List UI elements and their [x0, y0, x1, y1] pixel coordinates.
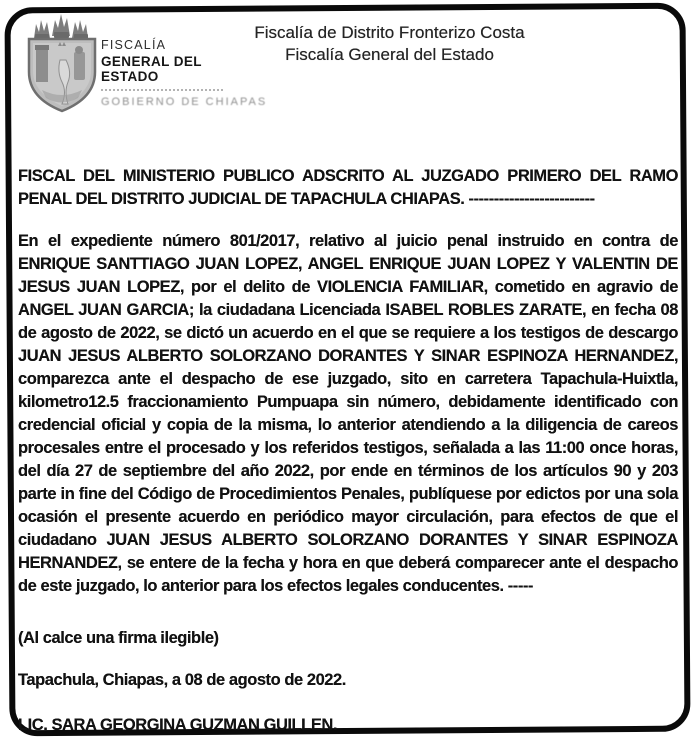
- addressee-paragraph: FISCAL DEL MINISTERIO PUBLICO ADSCRITO AL JUZGADO PRIMERO DEL RAMO PENAL DEL DISTRITO JUDICIAL DE TAPACHULA CHIAPAS. -------------------------: [18, 166, 678, 208]
- signatory-name: LIC. SARA GEORGINA GUZMAN GUILLEN.: [18, 715, 337, 734]
- office-title: [252, 22, 527, 66]
- place-date-line: Tapachula, Chiapas, a 08 de agosto de 2022.: [18, 670, 346, 689]
- body-paragraph: En el expediente número 801/2017, relativo al juicio penal instruido en contra de ENRIQUE SANTTIAGO JUAN LOPEZ, ANGEL ENRIQUE JUAN LOPEZ Y VALENTIN DE JESUS JUAN LOPEZ, por el delito de VIOLENCIA FAMILIAR, cometido en agravio de ANGEL JUAN GARCIA; la ciudadana Licenciada ISABEL ROBLES ZARATE, en fecha 08 de agosto de 2022, se dictó un acuerdo en el que se requiere a los testigos de descargo JUAN JESUS ALBERTO SOLORZANO DORANTES Y SINAR ESPINOZA HERNANDEZ, comparezca ante el despacho de ese juzgado, sito en carretera Tapachula-Huixtla, kilometro12.5 fraccionamiento Pumpuapa sin número, debidamente identificado con credencial oficial y copia de la misma, lo anterior atendiendo a la diligencia de careos procesales entre el procesado y los referidos testigos, señalada a las 11:00 once horas, del día 27 de septiembre del año 2022, por ende en términos de los artículos 90 y 203 parte in fine del Código de Procedimientos Penales, publíquese por edictos por una sola ocasión el presente acuerdo en periódico mayor circulación, para efectos de que el ciudadano JUAN JESUS ALBERTO SOLORZANO DORANTES Y SINAR ESPINOZA HERNANDEZ, se entere de la fecha y hora en que deberá comparecer ante el despacho de este juzgado, lo anterior para los efectos legales conducentes. -----: [18, 231, 678, 595]
- office-title-line1: Fiscalía de Distrito Fronterizo Costa: [254, 23, 525, 42]
- agency-name-small: FISCALÍA: [101, 38, 167, 52]
- office-title-line2: Fiscalía General del Estado: [285, 45, 494, 64]
- chiapas-coat-of-arms-icon: [22, 12, 102, 114]
- agency-logo-text: [101, 38, 268, 108]
- agency-government-label: GOBIERNO DE CHIAPAS: [101, 96, 268, 108]
- logo-divider: [101, 89, 223, 91]
- agency-name-bold: GENERAL DEL ESTADO: [101, 54, 202, 84]
- signature-note: (Al calce una firma ilegible): [18, 628, 219, 647]
